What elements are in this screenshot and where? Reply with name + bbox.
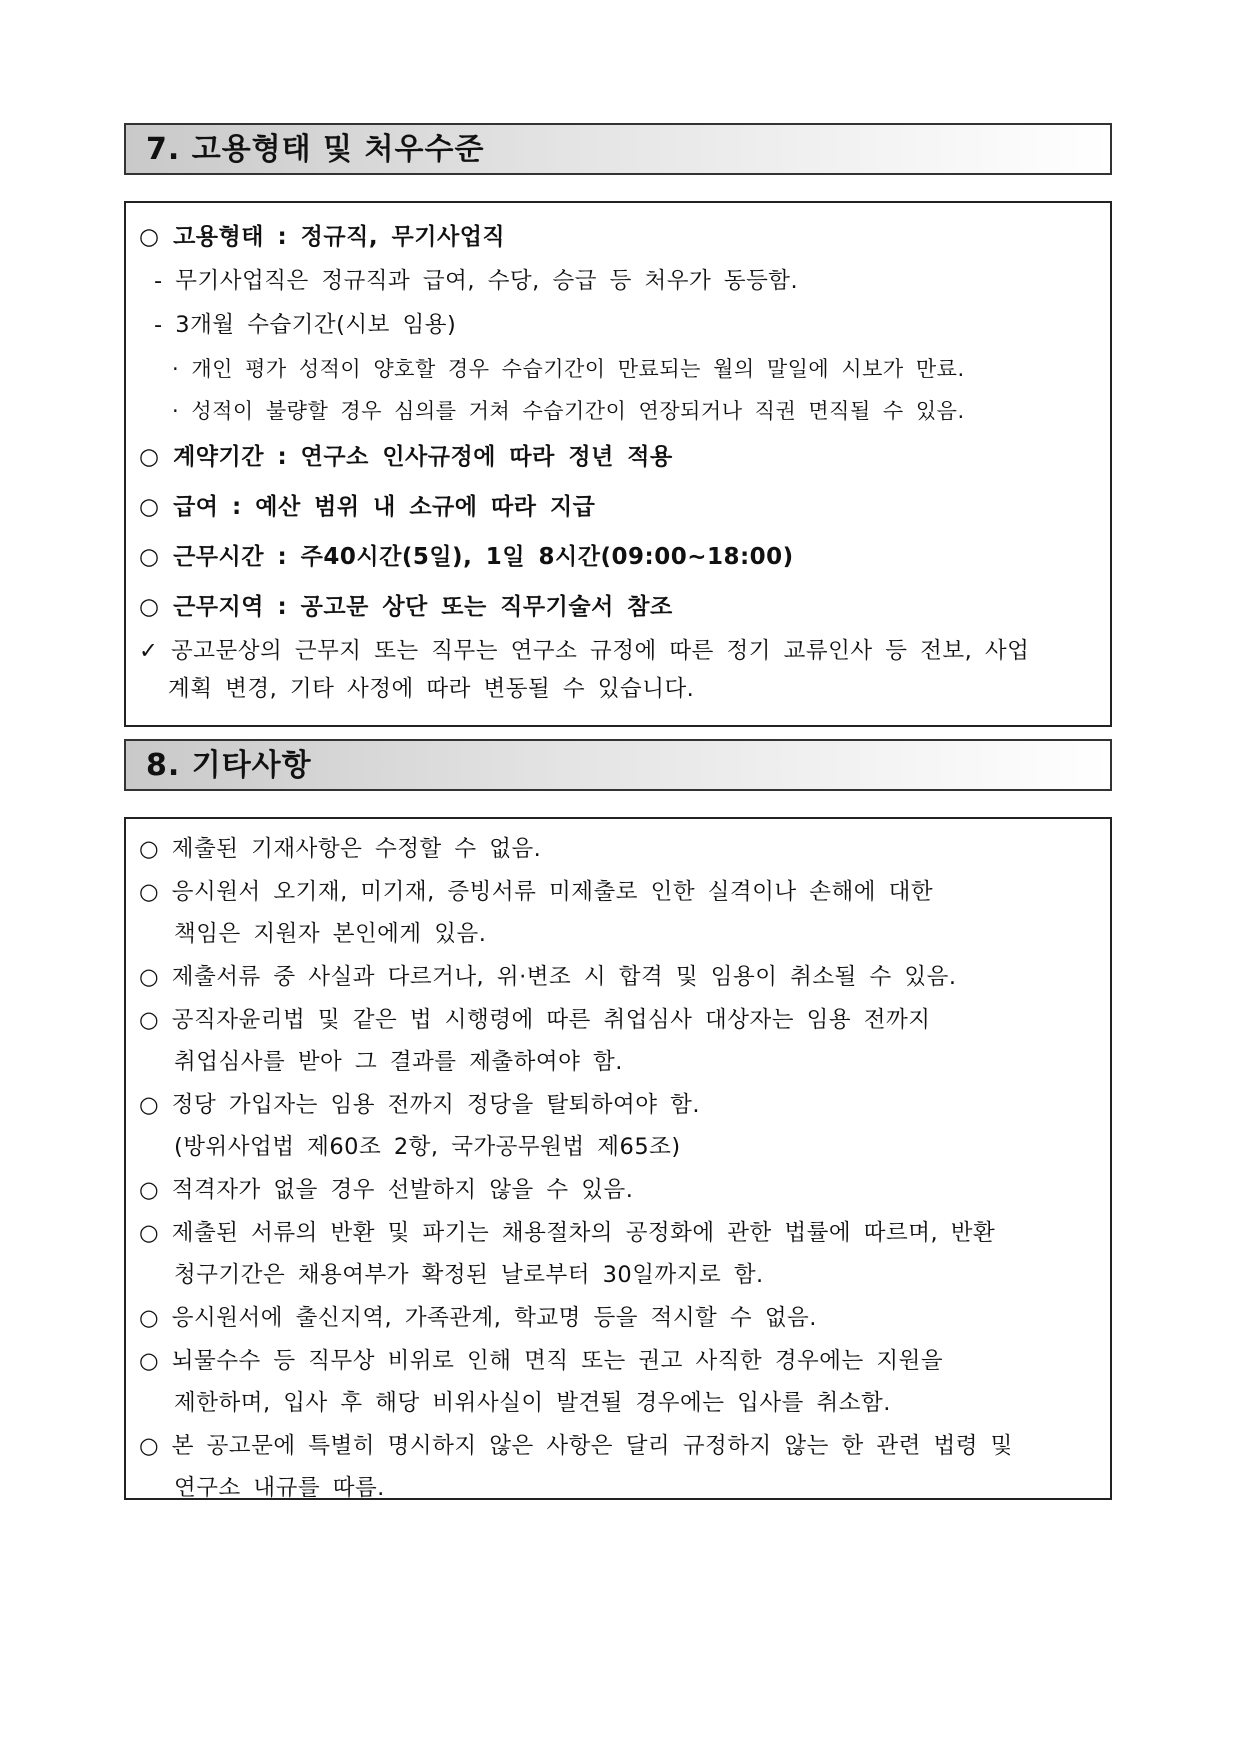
- section-7-header: [124, 123, 1112, 175]
- working-hours: ○ 근무시간 : 주40시간(5일), 1일 8시간(09:00~18:00): [139, 544, 794, 570]
- probation-note-1: · 개인 평가 성적이 양호할 경우 수습기간이 만료되는 월의 말일에 시보가 만료.: [172, 357, 965, 381]
- section-8-box: [124, 817, 1112, 1500]
- other-item-5: ○ 정당 가입자는 임용 전까지 정당을 탈퇴하여야 함.: [139, 1092, 701, 1118]
- other-item-4-cont: 취업심사를 받아 그 결과를 제출하여야 함.: [174, 1049, 623, 1075]
- other-item-5-cont: (방위사업법 제60조 2항, 국가공무원법 제65조): [174, 1134, 681, 1160]
- section-8-header: [124, 739, 1112, 791]
- other-item-7-cont: 청구기간은 채용여부가 확정된 날로부터 30일까지로 함.: [174, 1262, 764, 1288]
- section-7-title: 7. 고용형태 및 처우수준: [146, 132, 485, 167]
- other-item-3: ○ 제출서류 중 사실과 다르거나, 위·변조 시 합격 및 임용이 취소될 수 있음.: [139, 964, 957, 990]
- other-item-2-cont: 책임은 지원자 본인에게 있음.: [174, 921, 487, 947]
- other-item-8: ○ 응시원서에 출신지역, 가족관계, 학교명 등을 적시할 수 없음.: [139, 1305, 817, 1331]
- other-item-1: ○ 제출된 기재사항은 수정할 수 없음.: [139, 836, 542, 862]
- employment-note-2: - 3개월 수습기간(시보 임용): [154, 312, 457, 338]
- location-notice-1: ✓ 공고문상의 근무지 또는 직무는 연구소 규정에 따른 정기 교류인사 등 전보, 사업: [139, 638, 1030, 664]
- work-location: ○ 근무지역 : 공고문 상단 또는 직무기술서 참조: [139, 594, 673, 620]
- other-item-6: ○ 적격자가 없을 경우 선발하지 않을 수 있음.: [139, 1177, 634, 1203]
- other-item-10-cont: 연구소 내규를 따름.: [174, 1475, 385, 1501]
- employment-note-1: - 무기사업직은 정규직과 급여, 수당, 승급 등 처우가 동등함.: [154, 268, 799, 294]
- other-item-4: ○ 공직자윤리법 및 같은 법 시행령에 따른 취업심사 대상자는 임용 전까지: [139, 1007, 931, 1033]
- salary: ○ 급여 : 예산 범위 내 소규에 따라 지급: [139, 494, 596, 520]
- section-7-box: [124, 201, 1112, 727]
- other-item-7: ○ 제출된 서류의 반환 및 파기는 채용절차의 공정화에 관한 법률에 따르며, 반환: [139, 1220, 996, 1246]
- other-item-2: ○ 응시원서 오기재, 미기재, 증빙서류 미제출로 인한 실격이나 손해에 대한: [139, 879, 934, 905]
- location-notice-2: 계획 변경, 기타 사정에 따라 변동될 수 있습니다.: [168, 676, 695, 702]
- other-item-9: ○ 뇌물수수 등 직무상 비위로 인해 면직 또는 권고 사직한 경우에는 지원을: [139, 1348, 944, 1374]
- other-item-9-cont: 제한하며, 입사 후 해당 비위사실이 발견될 경우에는 입사를 취소함.: [174, 1390, 891, 1416]
- probation-note-2: · 성적이 불량할 경우 심의를 거쳐 수습기간이 연장되거나 직권 면직될 수 있음.: [172, 399, 965, 423]
- section-8-title: 8. 기타사항: [146, 748, 312, 783]
- other-item-10: ○ 본 공고문에 특별히 명시하지 않은 사항은 달리 규정하지 않는 한 관련 법령 및: [139, 1433, 1013, 1459]
- contract-period: ○ 계약기간 : 연구소 인사규정에 따라 정년 적용: [139, 444, 673, 470]
- employment-type: ○ 고용형태 : 정규직, 무기사업직: [139, 224, 506, 250]
